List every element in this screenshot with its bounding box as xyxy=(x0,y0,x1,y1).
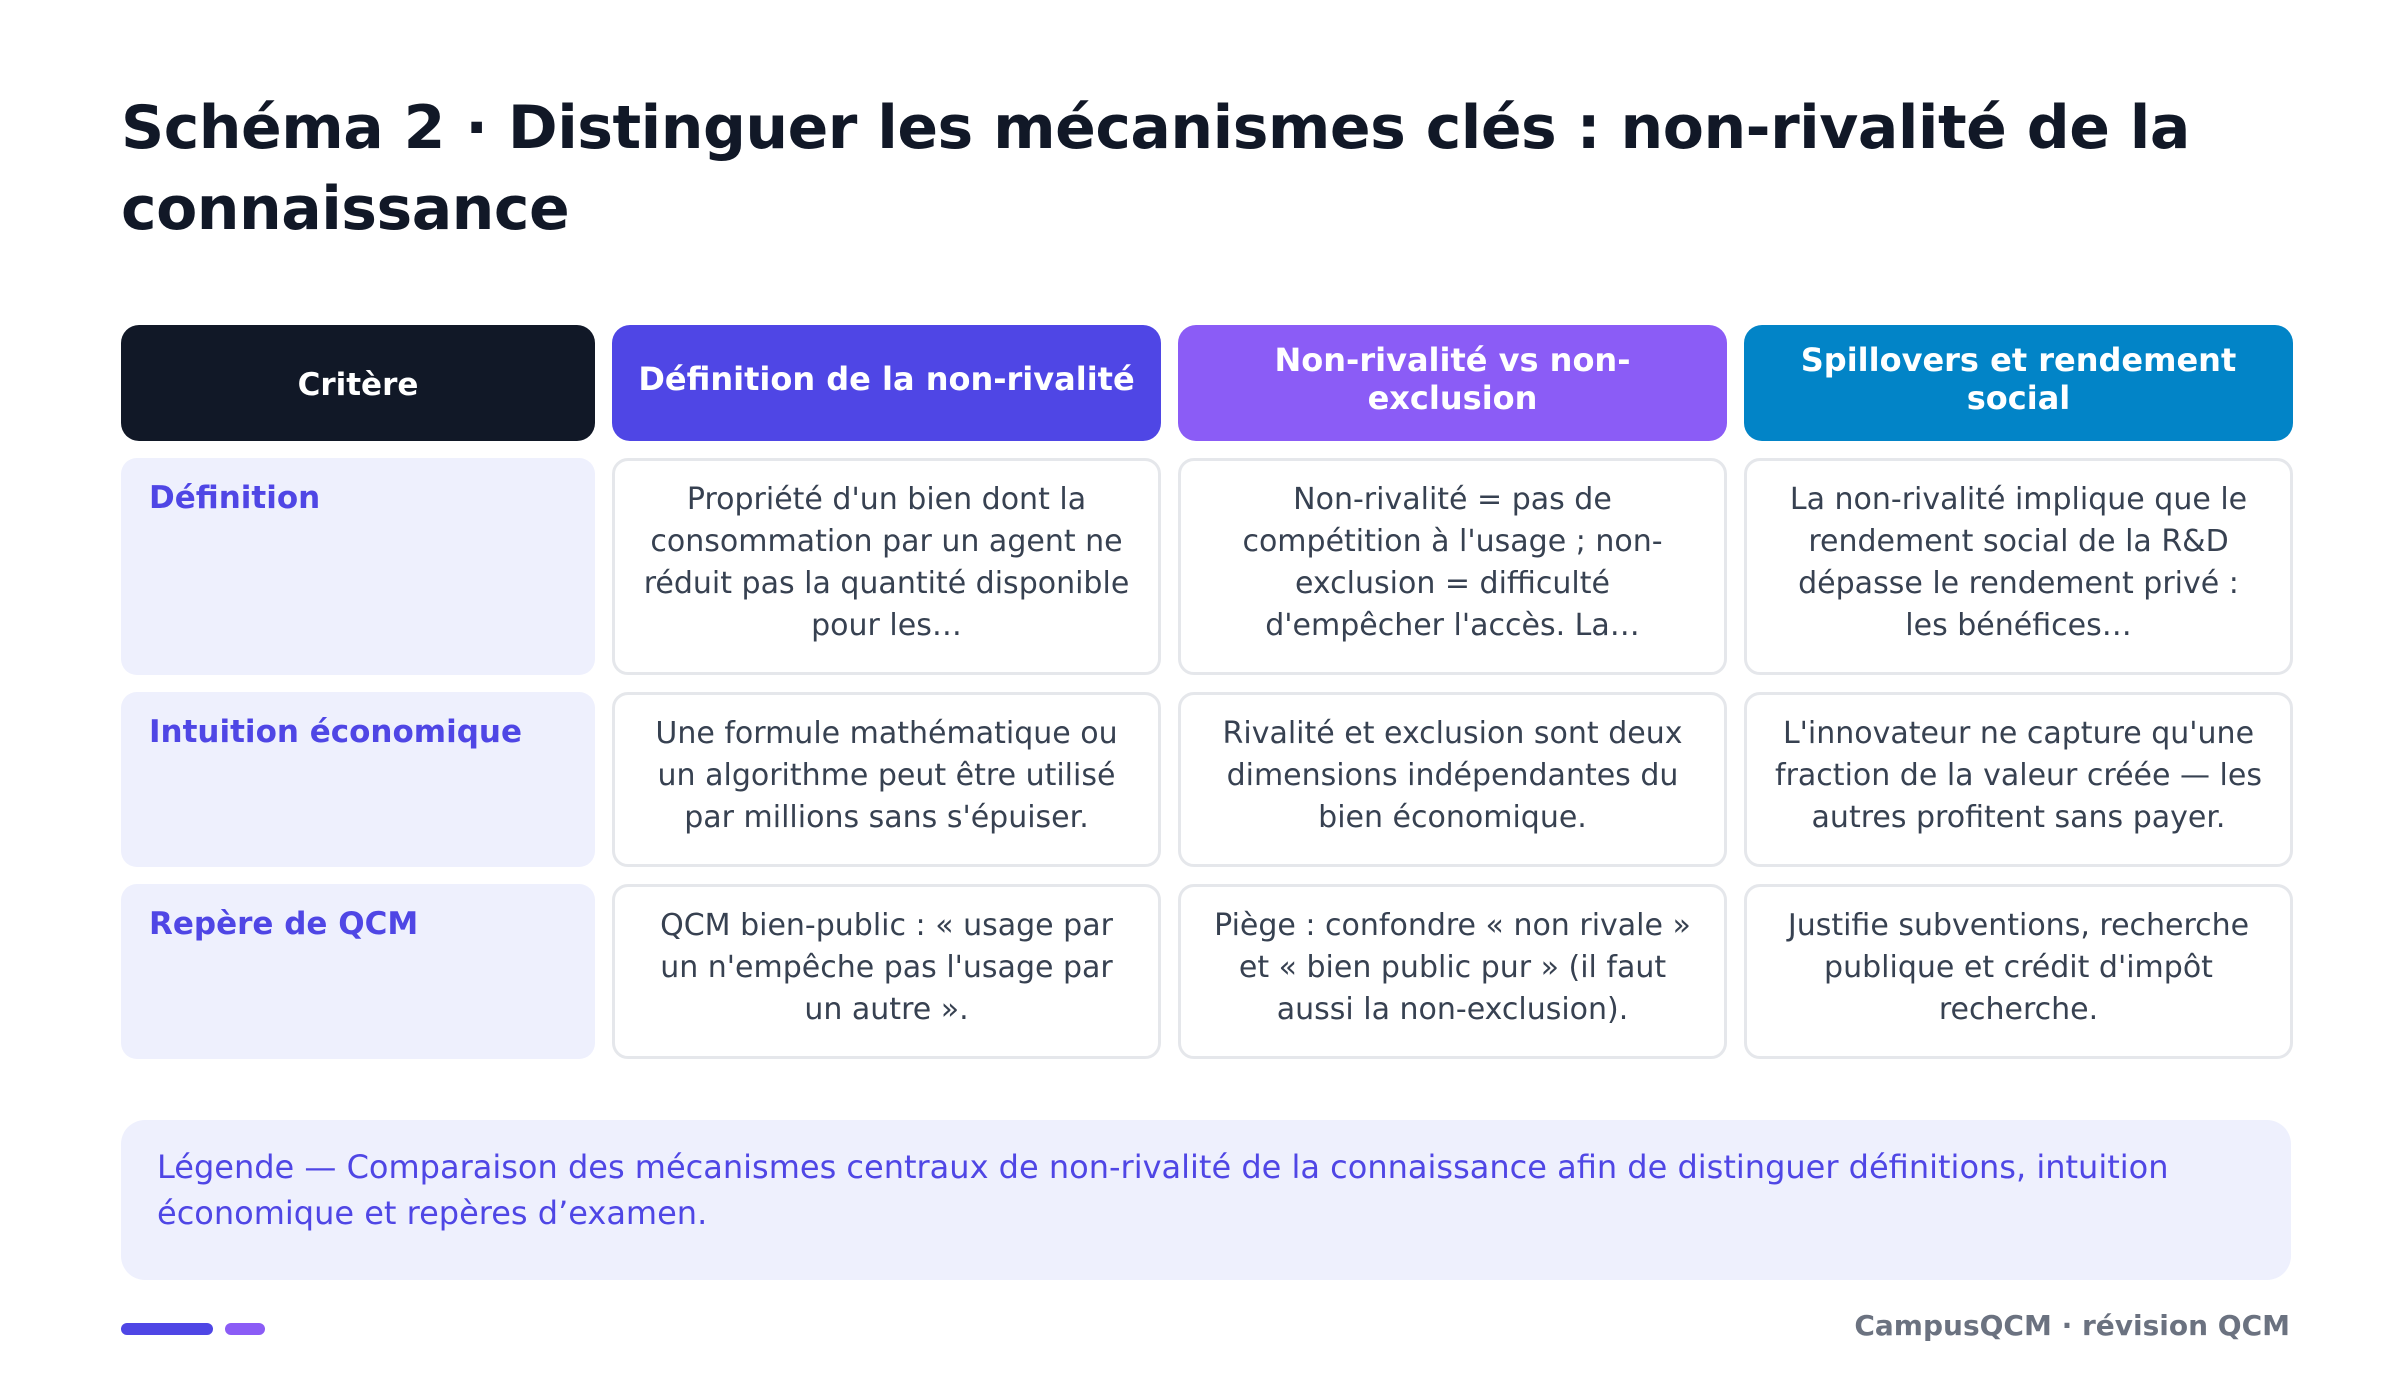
header-non-rivalry-vs-non-exclusion: Non-rivalité vs non-exclusion xyxy=(1178,325,1727,441)
table-cell: Rivalité et exclusion sont deux dimensions indépendantes du bien économique. xyxy=(1178,692,1727,867)
table-cell: Une formule mathématique ou un algorithme peut être utilisé par millions sans s'épuiser. xyxy=(612,692,1161,867)
header-criterion: Critère xyxy=(121,325,595,441)
header-non-rivalry-definition: Définition de la non-rivalité xyxy=(612,325,1161,441)
accent-bar-primary xyxy=(121,1323,213,1335)
table-cell: Non-rivalité = pas de compétition à l'usage ; non-exclusion = difficulté d'empêcher l'accès. La… xyxy=(1178,458,1727,675)
comparison-table xyxy=(121,325,2293,1059)
footer-brand: CampusQCM · révision QCM xyxy=(1854,1309,2290,1342)
header-spillovers: Spillovers et rendement social xyxy=(1744,325,2293,441)
row-label-intuition: Intuition économique xyxy=(121,692,595,867)
table-cell: La non-rivalité implique que le rendement social de la R&D dépasse le rendement privé : les bénéfices… xyxy=(1744,458,2293,675)
page-title: Schéma 2 · Distinguer les mécanismes clés : non-rivalité de la connaissance xyxy=(121,93,2190,244)
table-cell: L'innovateur ne capture qu'une fraction de la valeur créée — les autres profitent sans payer. xyxy=(1744,692,2293,867)
row-label-qcm: Repère de QCM xyxy=(121,884,595,1059)
legend-box: Légende — Comparaison des mécanismes centraux de non-rivalité de la connaissance afin de distinguer définitions, intuition économique et repères d’examen. xyxy=(121,1120,2291,1280)
table-cell: Justifie subventions, recherche publique et crédit d'impôt recherche. xyxy=(1744,884,2293,1059)
table-cell: Propriété d'un bien dont la consommation par un agent ne réduit pas la quantité disponible pour les… xyxy=(612,458,1161,675)
row-label-definition: Définition xyxy=(121,458,595,675)
accent-bar-secondary xyxy=(225,1323,265,1335)
table-cell: QCM bien-public : « usage par un n'empêche pas l'usage par un autre ». xyxy=(612,884,1161,1059)
table-cell: Piège : confondre « non rivale » et « bien public pur » (il faut aussi la non-exclusion). xyxy=(1178,884,1727,1059)
